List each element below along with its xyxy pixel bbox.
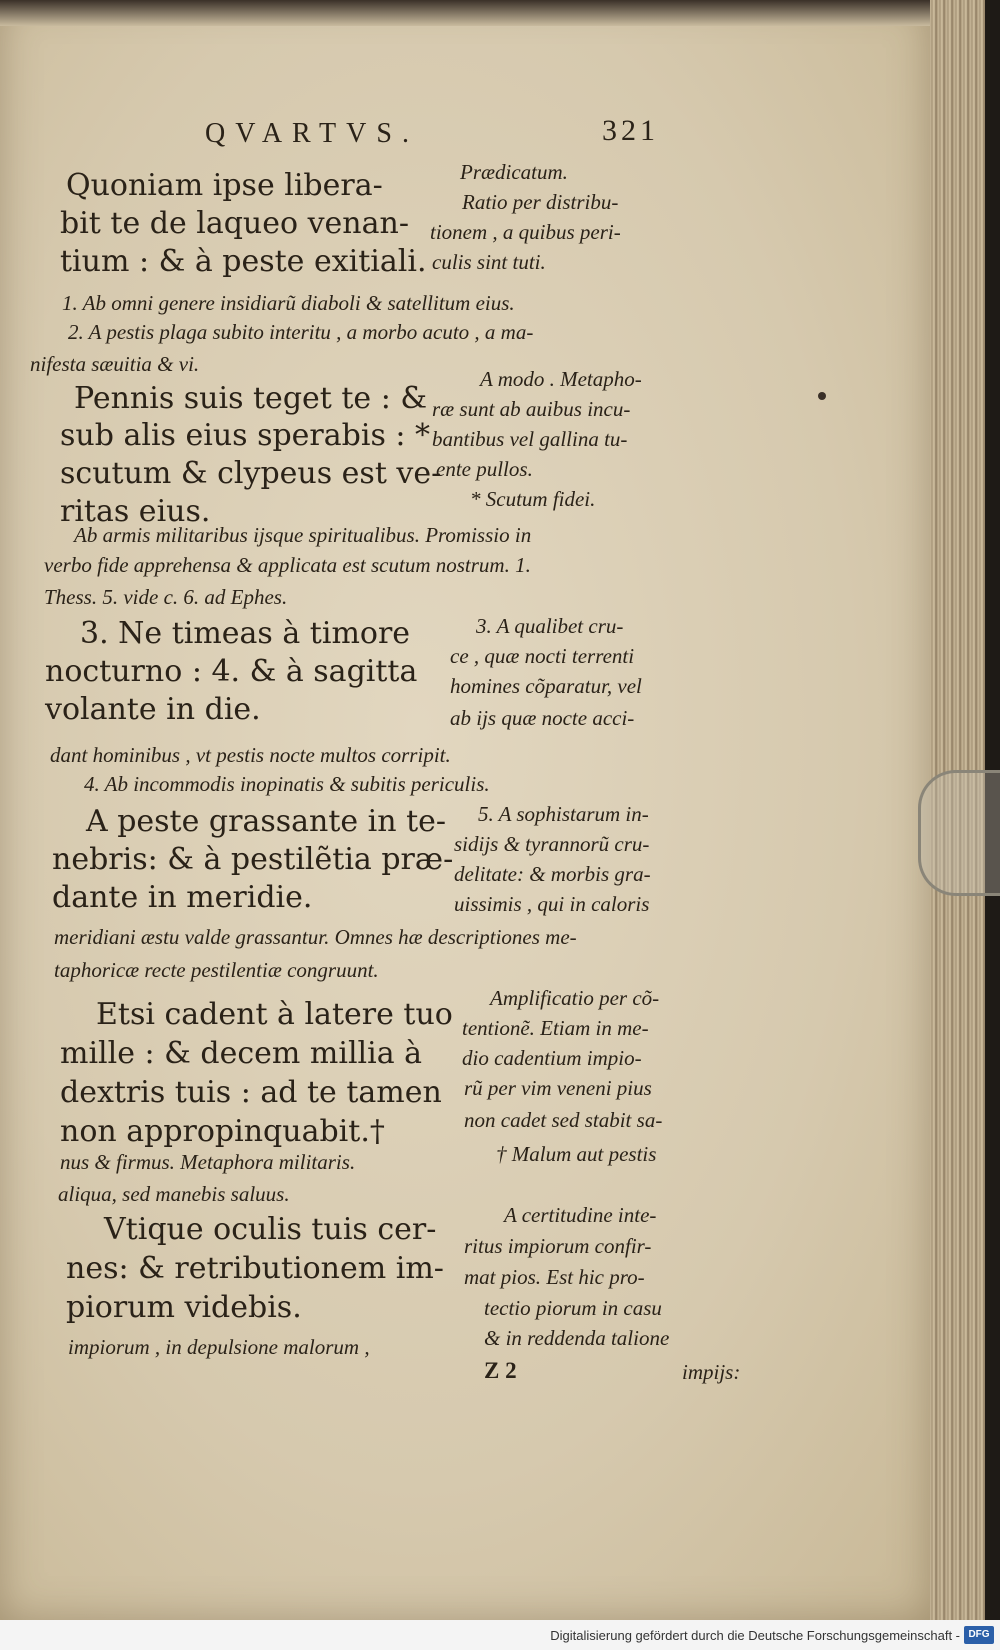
margin-note: mat pios. Est hic pro- [464,1265,645,1289]
margin-note: non cadet sed stabit sa- [464,1108,663,1132]
verse-line: nocturno : 4. & à sagitta [45,654,418,689]
commentary-line: impiorum , in depulsione malorum , [68,1335,370,1359]
margin-note: delitate: & morbis gra- [454,862,651,886]
margin-note: dio cadentium impio- [462,1046,642,1070]
margin-note: ce , quæ nocti terrenti [450,644,635,668]
margin-note: Prædicatum. [460,160,568,184]
footer-bar [0,1620,1000,1650]
signature-mark: Z 2 [484,1358,517,1383]
verse-line: Etsi cadent à latere tuo [96,997,453,1032]
verse-line: Vtique oculis tuis cer- [104,1212,437,1247]
running-title: QVARTVS. [205,118,419,149]
verse-line: A peste grassante in te- [86,804,447,839]
margin-note: * Scutum fidei. [470,487,596,511]
commentary-line: taphoricæ recte pestilentiæ congruunt. [54,958,379,982]
catchword: impijs: [682,1360,741,1384]
margin-note: & in reddenda talione [484,1326,670,1350]
margin-note: 5. A sophistarum in- [478,802,649,826]
commentary-line: nifesta sæuitia & vi. [30,352,200,376]
margin-note: tectio piorum in casu [484,1296,662,1320]
commentary-line: 1. Ab omni genere insidiarũ diaboli & satellitum eius. [62,291,515,315]
margin-note: rũ per vim veneni pius [464,1076,652,1100]
commentary-line: meridiani æstu valde grassantur. Omnes hæ descriptiones me- [54,925,577,949]
verse-line: Pennis suis teget te : & [74,381,428,416]
verse-line: nes: & retributionem im- [66,1251,444,1286]
verse-line: bit te de laqueo venan- [60,206,409,241]
verse-line: scutum & clypeus est ve- [60,456,442,491]
page-top-shadow [0,0,930,26]
verse-line: ritas eius. [60,494,211,529]
margin-note: uissimis , qui in caloris [454,892,650,916]
margin-note: homines cõparatur, vel [450,674,642,698]
margin-note: 3. A qualibet cru- [476,614,624,638]
margin-note: tionem , a quibus peri- [430,220,621,244]
commentary-line: Ab armis militaribus ijsque spiritualibus. Promissio in [74,523,532,547]
margin-note: † Malum aut pestis [496,1142,657,1166]
verse-line: tium : & à peste exitiali. [60,244,427,279]
funding-credit: Digitalisierung gefördert durch die Deutsche Forschungsgemeinschaft - [550,1628,960,1643]
commentary-line: Thess. 5. vide c. 6. ad Ephes. [44,585,288,609]
margin-note: A certitudine inte- [504,1203,657,1227]
book-clasp [918,770,1000,896]
margin-note: ente pullos. [436,457,533,481]
verse-line: piorum videbis. [66,1290,302,1325]
commentary-line: aliqua, sed manebis saluus. [58,1182,290,1206]
margin-note: ræ sunt ab auibus incu- [432,397,631,421]
verse-line: Quoniam ipse libera- [66,168,383,203]
verse-line: mille : & decem millia à [60,1036,423,1071]
margin-note: Ratio per distribu- [462,190,619,214]
margin-note: tentionẽ. Etiam in me- [462,1016,649,1040]
margin-note: sidijs & tyrannorũ cru- [454,832,650,856]
margin-note: ritus impiorum confir- [464,1234,652,1258]
verse-line: non appropinquabit.† [60,1114,385,1149]
page-number: 321 [602,114,659,147]
commentary-line: dant hominibus , vt pestis nocte multos corripit. [50,743,451,767]
verse-line: 3. Ne timeas à timore [80,616,411,651]
verse-line: volante in die. [45,692,261,727]
verse-line: sub alis eius sperabis : * [60,418,431,453]
margin-note: bantibus vel gallina tu- [432,427,628,451]
ink-spot [818,392,826,400]
commentary-line: nus & firmus. Metaphora militaris. [60,1150,356,1174]
margin-note: ab ijs quæ nocte acci- [450,706,635,730]
dfg-logo: DFG [964,1626,994,1644]
margin-note: Amplificatio per cõ- [490,986,660,1010]
verse-line: dextris tuis : ad te tamen [60,1075,442,1110]
verse-line: nebris: & à pestilẽtia præ- [52,842,454,877]
commentary-line: verbo fide apprehensa & applicata est scutum nostrum. 1. [44,553,531,577]
margin-note: culis sint tuti. [432,250,546,274]
commentary-line: 2. A pestis plaga subito interitu , a morbo acuto , a ma- [68,320,534,344]
margin-note: A modo . Metapho- [480,367,642,391]
commentary-line: 4. Ab incommodis inopinatis & subitis periculis. [84,772,490,796]
verse-line: dante in meridie. [52,880,313,915]
